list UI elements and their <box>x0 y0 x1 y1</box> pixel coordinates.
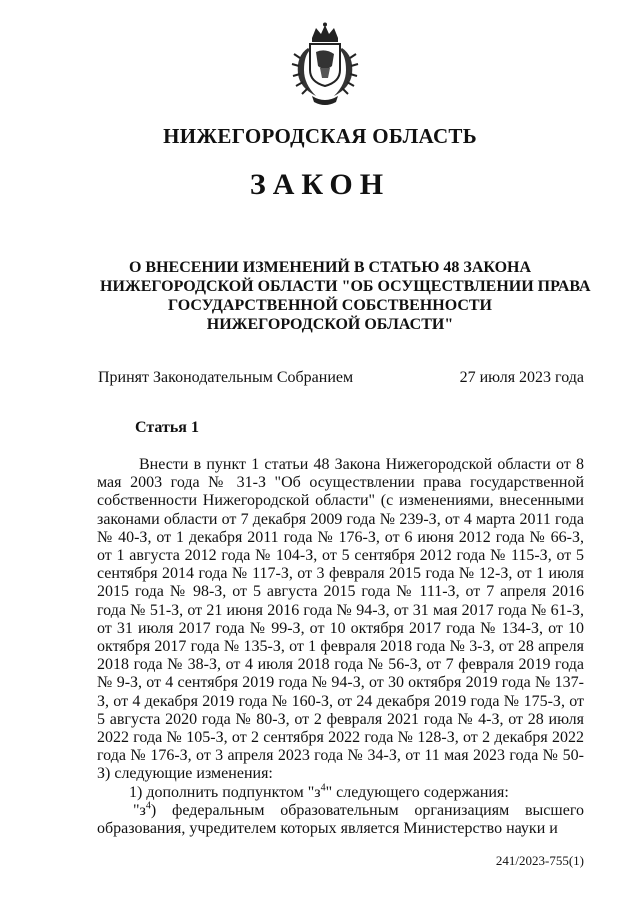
article-body <box>97 456 584 838</box>
coat-of-arms-icon <box>290 22 360 106</box>
law-title-line: ГОСУДАРСТВЕННОЙ СОБСТВЕННОСТИ <box>167 297 492 314</box>
quote-superscript: 4 <box>145 800 151 812</box>
law-title-line: НИЖЕГОРОДСКОЙ ОБЛАСТИ "ОБ ОСУЩЕСТВЛЕНИИ ПРАВА <box>100 278 591 295</box>
item-suffix: " следующего содержания: <box>325 783 509 801</box>
adoption-label: Принят Законодательным Собранием <box>98 369 354 386</box>
quoted-subitem <box>97 802 584 838</box>
article-heading: Статья 1 <box>135 419 199 436</box>
law-title <box>100 258 591 334</box>
document-type: ЗАКОН <box>249 168 391 201</box>
item-prefix: 1) дополнить подпунктом "з <box>129 783 321 801</box>
article-paragraph: Внести в пункт 1 статьи 48 Закона Нижегородской области от 8 мая 2003 года № 31-З "Об осуществлении права государственной собственности Нижегородской области" (с изменениями, внесенными законами области от 7 декабря 2009 года № 239-З, от 4 марта 2011 года № 40-З, от 1 декабря 2011 года № 176-З, от 6 июня 2012 года № 66-З, от 1 августа 2012 года № 104-З, от 5 сентября 2012 года № 115-З, от 5 сентября 2014 года № 117-З, от 3 февраля 2015 года № 12-З, от 1 июля 2015 года № 98-З, от 5 августа 2015 года № 111-З, от 7 апреля 2016 года № 51-З, от 21 июня 2016 года № 94-З, от 31 мая 2017 года № 61-З, от 31 июля 2017 года № 99-З, от 10 октября 2017 года № 134-З, от 10 октября 2017 года № 135-З, от 1 февраля 2018 года № 3-З, от 28 апреля 2018 года № 38-З, от 4 июля 2018 года № 56-З, от 7 февраля 2019 года № 9-З, от 4 сентября 2019 года № 94-З, от 30 октября 2019 года № 137-З, от 4 декабря 2019 года № 160-З, от 24 декабря 2019 года № 175-З, от 5 августа 2020 года № 80-З, от 2 февраля 2021 года № 4-З, от 28 июля 2022 года № 105-З, от 2 сентября 2022 года № 128-З, от 2 декабря 2022 года № 176-З, от 3 апреля 2023 года № 34-З, от 11 мая 2023 года № 50-З) следующие изменения: <box>97 456 584 783</box>
quote-prefix: "з <box>133 801 146 819</box>
region-name: НИЖЕГОРОДСКАЯ ОБЛАСТЬ <box>163 124 477 148</box>
document-number: 241/2023-755(1) <box>495 853 584 868</box>
adoption-date: 27 июля 2023 года <box>459 369 584 386</box>
law-title-line: НИЖЕГОРОДСКОЙ ОБЛАСТИ" <box>206 316 454 333</box>
article-item <box>97 784 584 802</box>
item-superscript: 4 <box>320 782 326 794</box>
quote-text: ) федеральным образовательным организациям высшего образования, учредителем которых является Министерство науки и <box>97 801 584 838</box>
law-title-line: О ВНЕСЕНИИ ИЗМЕНЕНИЙ В СТАТЬЮ 48 ЗАКОНА <box>128 259 532 276</box>
